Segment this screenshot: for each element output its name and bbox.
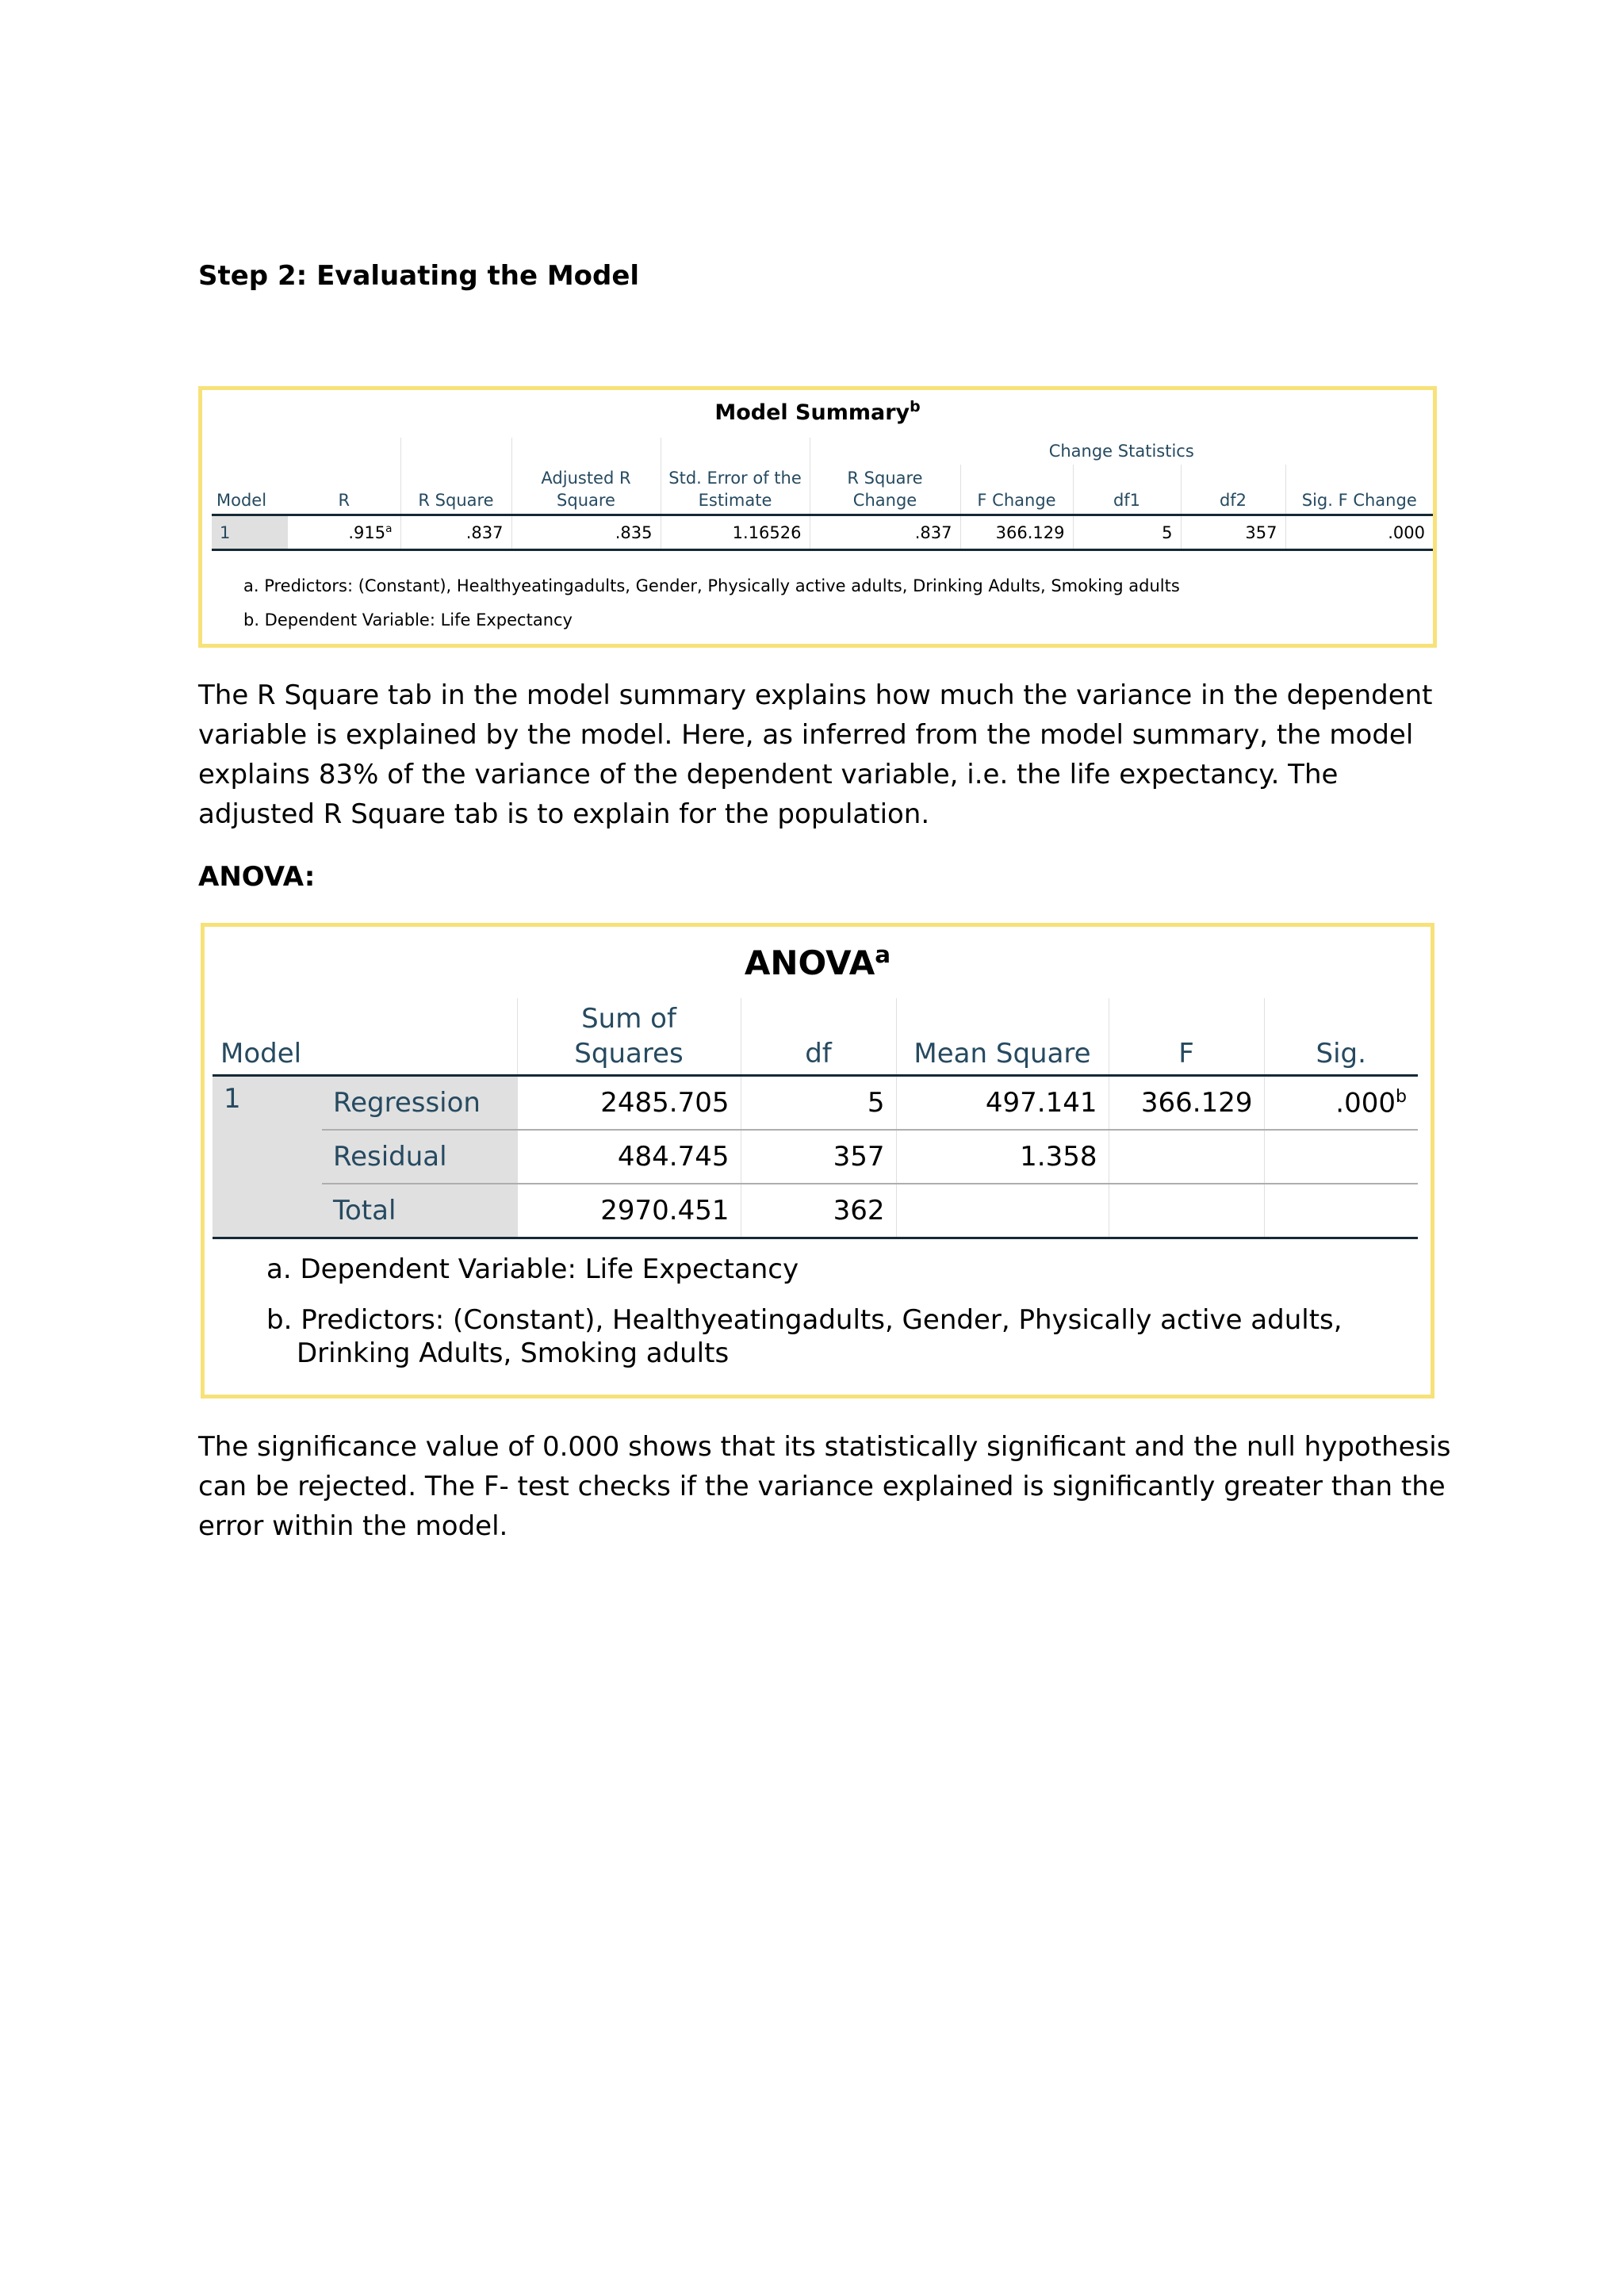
col-f-change: F Change	[960, 465, 1073, 515]
cell-model: 1	[212, 515, 288, 550]
col-df1: df1	[1073, 465, 1181, 515]
cell-f-change: 366.129	[960, 515, 1073, 550]
step-heading: Step 2: Evaluating the Model	[198, 260, 640, 292]
anova-col-df: df	[741, 998, 896, 1076]
model-summary-footnote-a: a. Predictors: (Constant), Healthyeatingadults, Gender, Physically active adults, Drinking Adults, Smoking adults	[243, 576, 1180, 595]
anova-col-mean-square: Mean Square	[896, 998, 1109, 1076]
table-row	[213, 1076, 1418, 1131]
anova-col-sum-of-squares: Sum of Squares	[517, 998, 741, 1076]
anova-frame	[201, 923, 1434, 1399]
anova-cell-ms: 497.141	[896, 1076, 1109, 1131]
col-r-square-change: R Square Change	[810, 465, 960, 515]
cell-sig-f-change: .000	[1285, 515, 1433, 550]
model-summary-frame	[198, 386, 1437, 648]
anova-cell-df: 357	[741, 1130, 896, 1184]
cell-std-error: 1.16526	[661, 515, 810, 550]
anova-col-f: F	[1109, 998, 1264, 1076]
col-r-square: R Square	[400, 465, 511, 515]
anova-cell-ss: 484.745	[517, 1130, 741, 1184]
anova-cell-f: 366.129	[1109, 1076, 1264, 1131]
table-row	[212, 515, 1433, 550]
cell-r: .915$^a$	[288, 515, 400, 550]
cell-df2: 357	[1181, 515, 1285, 550]
anova-cell-sig	[1264, 1184, 1418, 1238]
table-row	[213, 1130, 1418, 1184]
col-model: Model	[212, 465, 288, 515]
anova-cell-source: Regression	[322, 1076, 517, 1131]
cell-r-square-change: .837	[810, 515, 960, 550]
cell-df1: 5	[1073, 515, 1181, 550]
anova-cell-model: 1	[213, 1076, 322, 1238]
model-summary-title: Model Summary$^b$	[714, 398, 921, 425]
anova-cell-df: 5	[741, 1076, 896, 1131]
anova-footnote-a: a. Dependent Variable: Life Expectancy	[266, 1253, 799, 1285]
anova-footnote-b: b. Predictors: (Constant), Healthyeatingadults, Gender, Physically active adults,	[266, 1304, 1342, 1336]
anova-footnote-b-cont: Drinking Adults, Smoking adults	[297, 1337, 730, 1369]
cell-r-square: .837	[400, 515, 511, 550]
cell-adj-r-square: .835	[511, 515, 661, 550]
anova-cell-source: Total	[322, 1184, 517, 1238]
model-summary-footnote-b: b. Dependent Variable: Life Expectancy	[243, 610, 573, 629]
anova-cell-source: Residual	[322, 1130, 517, 1184]
anova-col-sig: Sig.	[1264, 998, 1418, 1076]
model-summary-table	[212, 438, 1433, 551]
anova-cell-ms	[896, 1184, 1109, 1238]
anova-cell-sig	[1264, 1130, 1418, 1184]
anova-table	[213, 998, 1418, 1239]
col-sig-f-change: Sig. F Change	[1285, 465, 1433, 515]
anova-cell-ss: 2970.451	[517, 1184, 741, 1238]
paragraph-r-square: The R Square tab in the model summary explains how much the variance in the dependent variable is explained by the model. Here, as inferred from the model summary, the model explains 83% of the variance of the dependent variable, i.e. the life expectancy. The adjusted R Square tab is to explain for the population.	[198, 679, 1433, 830]
col-r: R	[288, 465, 400, 515]
table-row	[213, 1184, 1418, 1238]
change-statistics-label: Change Statistics	[810, 438, 1433, 465]
col-adj-r-square: Adjusted R Square	[511, 465, 661, 515]
col-std-error: Std. Error of the Estimate	[661, 465, 810, 515]
anova-cell-f	[1109, 1130, 1264, 1184]
anova-heading: ANOVA:	[198, 861, 316, 893]
anova-cell-f	[1109, 1184, 1264, 1238]
paragraph-significance: The significance value of 0.000 shows that its statistically significant and the null hypothesis can be rejected. The F- test checks if the variance explained is significantly greater than the error within the model.	[198, 1431, 1451, 1542]
col-df2: df2	[1181, 465, 1285, 515]
anova-col-model: Model	[213, 998, 517, 1076]
anova-title: ANOVA$^a$	[744, 941, 891, 982]
anova-cell-df: 362	[741, 1184, 896, 1238]
anova-cell-sig: .000$^b$	[1264, 1076, 1418, 1131]
anova-cell-ss: 2485.705	[517, 1076, 741, 1131]
anova-cell-ms: 1.358	[896, 1130, 1109, 1184]
